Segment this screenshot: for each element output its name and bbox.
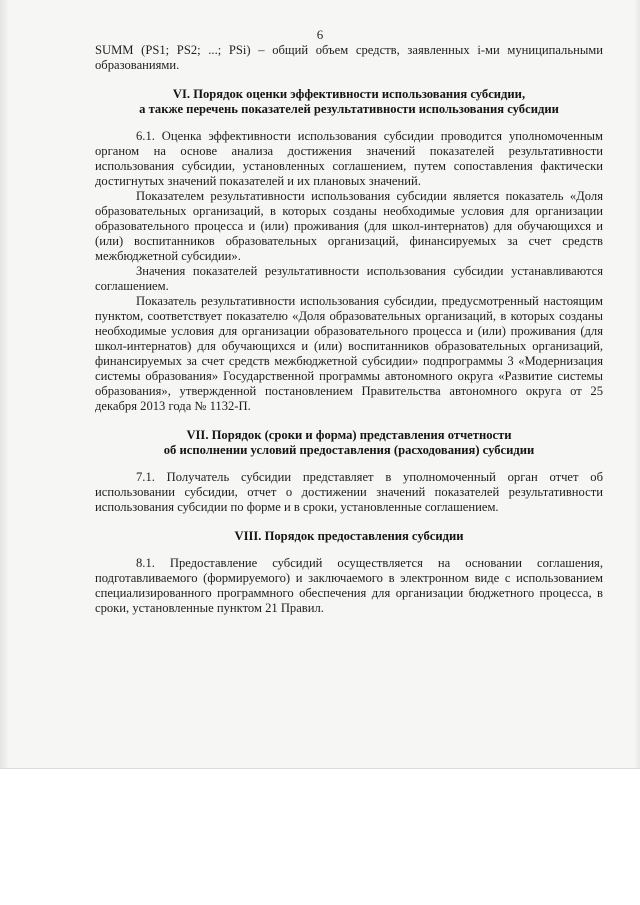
section-vi-paragraph-1: 6.1. Оценка эффективности использования субсидии проводится уполномоченным органом на основе анализа достижения значений показателей результативности использования субсидии, установленных соглашением, путем сопоставления фактически достигнутых значений показателей и их плановых значений. xyxy=(95,129,603,188)
section-vii xyxy=(95,428,603,515)
document-body xyxy=(95,43,603,616)
section-spacer xyxy=(95,414,603,428)
section-vi-paragraph-3: Значения показателей результативности использования субсидии устанавливаются соглашением. xyxy=(95,264,603,293)
section-viii xyxy=(95,529,603,616)
section-vii-heading-line1: VII. Порядок (сроки и форма) представления отчетности xyxy=(186,428,512,442)
section-vii-heading-line2: об исполнении условий предоставления (расходования) субсидии xyxy=(163,443,535,457)
section-vi xyxy=(95,87,603,414)
section-vi-heading-line2: а также перечень показателей результативности использования субсидии xyxy=(139,102,559,116)
section-spacer xyxy=(95,458,603,470)
section-vi-paragraph-4: Показатель результативности использования субсидии, предусмотренный настоящим пунктом, соответствует показателю «Доля образовательных организаций, в которых созданы необходимые условия для организации образовательного процесса и (или) проживания (для школ-интернатов) для обучающихся и (или) воспитанников образовательных организаций, финансируемых за счет средств межбюджетной субсидии» подпрограммы 3 «Модернизация системы образования» Государственной программы автономного округа «Развитие системы образования», утвержденной постановлением Правительства автономного округа от 25 декабря 2013 года № 1132-П. xyxy=(95,294,603,413)
page-number: 6 xyxy=(316,27,324,42)
section-spacer xyxy=(95,544,603,556)
section-vii-paragraph-1: 7.1. Получатель субсидии представляет в уполномоченный орган отчет об использовании субсидии, отчет о достижении значений показателей результативности использования субсидии по форме и в сроки, установленные соглашением. xyxy=(95,470,603,514)
section-vi-heading-line1: VI. Порядок оценки эффективности использования субсидии, xyxy=(172,87,526,101)
section-viii-paragraph-1: 8.1. Предоставление субсидий осуществляется на основании соглашения, подготавливаемого (формируемого) и заключаемого в электронном виде с использованием специализированного программного обеспечения для организации бюджетного процесса, в сроки, установленные пунктом 21 Правил. xyxy=(95,556,603,615)
section-viii-heading: VIII. Порядок предоставления субсидии xyxy=(234,529,464,543)
section-spacer xyxy=(95,117,603,129)
section-spacer xyxy=(95,515,603,529)
section-spacer xyxy=(95,73,603,87)
section-vi-paragraph-2: Показателем результативности использования субсидии является показатель «Доля образовательных организаций, в которых созданы необходимые условия для организации образовательного процесса и (или) проживания (для школ-интернатов) для обучающихся и (или) воспитанников образовательных организаций, финансируемых за счет средств межбюджетной субсидии». xyxy=(95,189,603,263)
intro-paragraph: SUMM (PS1; PS2; ...; PSi) – общий объем средств, заявленных i-ми муниципальными образованиями. xyxy=(95,43,603,72)
